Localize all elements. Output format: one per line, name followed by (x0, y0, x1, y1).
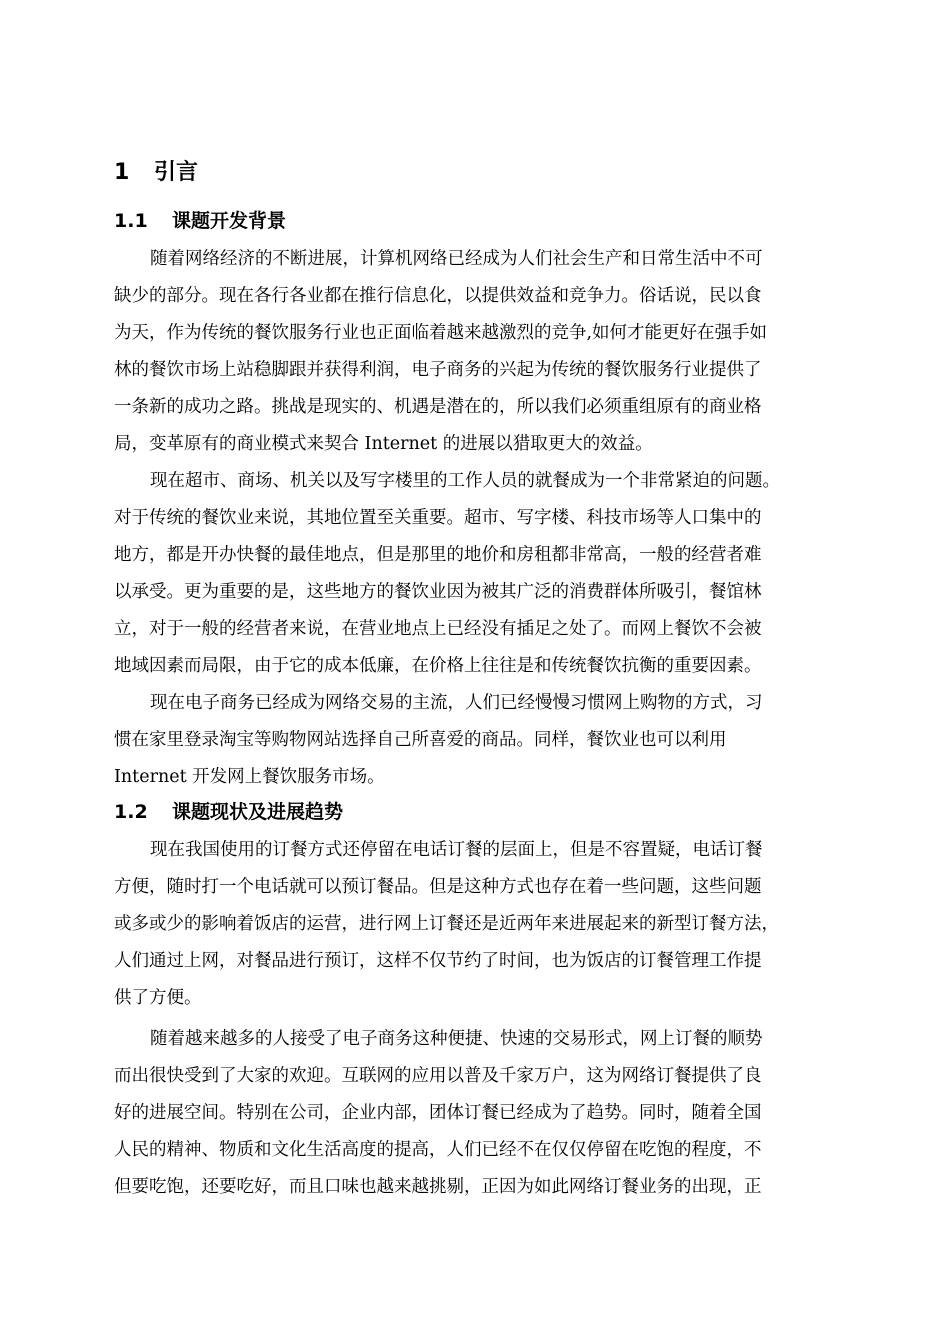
text-line: 现在我国使用的订餐方式还停留在电话订餐的层面上，但是不容置疑，电话订餐 (150, 840, 763, 860)
text-line: 供了方便。 (114, 988, 202, 1008)
text-line: 惯在家里登录淘宝等购物网站选择自己所喜爱的商品。同样，餐饮业也可以利用 (114, 730, 727, 750)
text-line: 现在电子商务已经成为网络交易的主流，人们已经慢慢习惯网上购物的方式，习 (150, 693, 763, 713)
text-line: Internet 开发网上餐饮服务市场。 (114, 767, 385, 787)
section-title: 引言 (154, 160, 199, 185)
paragraph-2 (114, 463, 836, 685)
text-line: 立，对于一般的经营者来说，在营业地点上已经没有插足之处了。而网上餐饮不会被 (114, 619, 762, 639)
subsection-heading-background (114, 205, 836, 237)
text-line: 地方，都是开办快餐的最佳地点，但是那里的地价和房租都非常高，一般的经营者难 (114, 545, 762, 565)
subsection-title: 课题现状及进展趋势 (172, 801, 344, 823)
text-line: 以承受。更为重要的是，这些地方的餐饮业因为被其广泛的消费群体所吸引，餐馆林 (114, 582, 762, 602)
text-line: 人民的精神、物质和文化生活高度的提高，人们已经不在仅仅停留在吃饱的程度，不 (114, 1140, 762, 1160)
paragraph-5 (114, 1021, 836, 1206)
text-line: 方便，随时打一个电话就可以预订餐品。但是这种方式也存在着一些问题，这些问题 (114, 877, 762, 897)
text-line: 但要吃饱，还要吃好，而且口味也越来越挑剔，正因为如此网络订餐业务的出现，正 (114, 1177, 762, 1197)
text-line: 缺少的部分。现在各行各业都在推行信息化，以提供效益和竞争力。俗话说，民以食 (114, 286, 762, 306)
subsection-title: 课题开发背景 (172, 210, 287, 232)
section-number: 1 (114, 160, 130, 185)
subsection-number: 1.2 (114, 801, 148, 823)
text-line: 一条新的成功之路。挑战是现实的、机遇是潜在的，所以我们必须重组原有的商业格 (114, 397, 762, 417)
subsection-number: 1.1 (114, 210, 148, 232)
text-line: 为天，作为传统的餐饮服务行业也正面临着越来越激烈的竞争,如何才能更好在强手如 (114, 323, 768, 343)
text-line: 或多或少的影响着饭店的运营，进行网上订餐还是近两年来进展起来的新型订餐方法， (114, 914, 779, 934)
text-line: 随着网络经济的不断进展，计算机网络已经成为人们社会生产和日常生活中不可 (150, 249, 763, 269)
paragraph-1 (114, 241, 836, 463)
text-line: 而出很快受到了大家的欢迎。互联网的应用以普及千家万户，这为网络订餐提供了良 (114, 1066, 762, 1086)
text-line: 地域因素而局限，由于它的成本低廉，在价格上往往是和传统餐饮抗衡的重要因素。 (114, 656, 762, 676)
text-line: 局，变革原有的商业模式来契合 Internet 的进展以猎取更大的效益。 (114, 434, 653, 454)
paragraph-4 (114, 832, 836, 1017)
text-line: 林的餐饮市场上站稳脚跟并获得利润，电子商务的兴起为传统的餐饮服务行业提供了 (114, 360, 762, 380)
page-content (114, 155, 836, 1206)
section-heading (114, 155, 836, 191)
text-line: 人们通过上网，对餐品进行预订，这样不仅节约了时间，也为饭店的订餐管理工作提 (114, 951, 762, 971)
text-line: 好的进展空间。特别在公司，企业内部，团体订餐已经成为了趋势。同时，随着全国 (114, 1103, 762, 1123)
subsection-heading-status (114, 796, 836, 828)
text-line: 对于传统的餐饮业来说，其地位置至关重要。超市、写字楼、科技市场等人口集中的 (114, 508, 762, 528)
text-line: 随着越来越多的人接受了电子商务这种便捷、快速的交易形式，网上订餐的顺势 (150, 1029, 763, 1049)
text-line: 现在超市、商场、机关以及写字楼里的工作人员的就餐成为一个非常紧迫的问题。 (150, 471, 780, 491)
paragraph-3 (114, 685, 836, 796)
